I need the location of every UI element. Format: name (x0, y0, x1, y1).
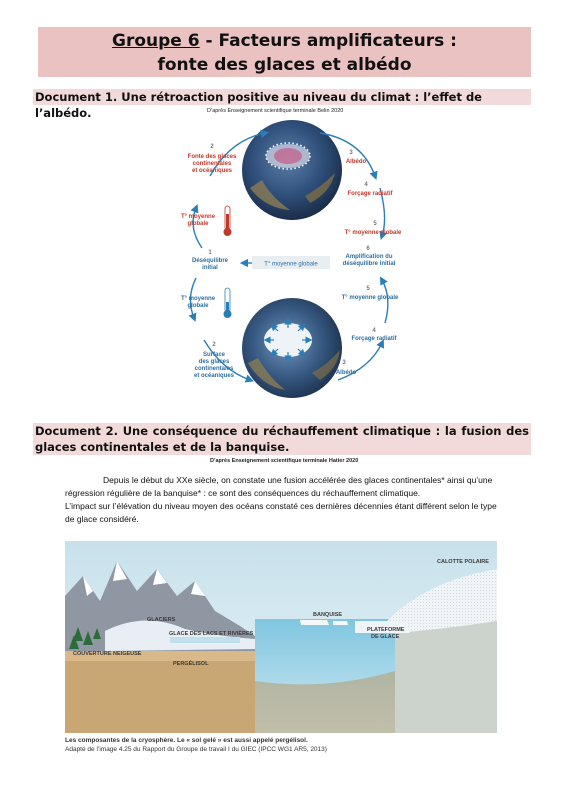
title-line2: fonte des glaces et albédo (157, 55, 412, 75)
label-pergelisol: PERGÉLISOL (173, 661, 209, 667)
surface-1: Surface (202, 352, 226, 358)
step-5-bot: 5 (366, 286, 370, 292)
figure-caption (65, 736, 327, 754)
desequilibre-2: initial (202, 265, 218, 271)
forcage-top: Forçage radiatif (347, 191, 393, 197)
forcage-bot: Forçage radiatif (351, 336, 397, 342)
temp-bot-left-1: T° moyenne (180, 296, 216, 302)
label-calotte: CALOTTE POLAIRE (437, 559, 489, 565)
fonte-label-3: et océaniques (191, 168, 233, 174)
step-6: 6 (366, 246, 370, 252)
label-plateforme-2: DE GLACE (371, 634, 400, 640)
doc2-source: D’après Enseignement scientifique terminale Hatier 2020 (210, 458, 359, 464)
paragraph-1: Depuis le début du XXe siècle, on constate une fusion accélérée des glaces continentales* ainsi qu’une régression régulière de la banquise* : ce sont des conséquences du réchauffement climatique. (65, 475, 493, 498)
page-title (38, 27, 531, 77)
temp-top-right: T° moyenne globale (344, 230, 402, 236)
fonte-label-2: continentales (192, 161, 232, 167)
label-couverture: COUVERTURE NEIGEUSE (73, 651, 142, 657)
temp-bot-right: T° moyenne globale (341, 295, 399, 301)
albedo-top: Albédo (345, 159, 367, 165)
cryosphere-figure (65, 541, 497, 733)
doc1-heading: Document 1. Une rétroaction positive au niveau du climat : l’effet de l’albédo. (33, 89, 531, 105)
step-4-bot: 4 (372, 328, 376, 334)
doc1-source: D’après Enseignement scientifique terminale Belin 2020 (207, 108, 344, 114)
step-5-top: 5 (373, 221, 377, 227)
doc2-paragraph (65, 474, 505, 526)
temp-bot-left-2: globale (187, 303, 209, 309)
thermometer-blue-icon (224, 288, 232, 318)
albedo-feedback-diagram (170, 118, 420, 400)
doc2-heading: Document 2. Une conséquence du réchauffement climatique : la fusion des glaces continentales et de la banquise. (35, 424, 529, 454)
label-plateforme-1: PLATEFORME (367, 627, 405, 633)
center-label: T° moyenne globale (264, 261, 318, 268)
caption-line1: Les composantes de la cryosphère. Le « sol gelé » est aussi appelé pergélisol. (65, 737, 308, 744)
title-group: Groupe 6 (112, 31, 200, 51)
step-3-bot: 3 (342, 360, 346, 366)
title-line1: - Facteurs amplificateurs : (199, 31, 457, 51)
desequilibre-1: Déséquilibre (191, 258, 229, 264)
amplification-2: déséquilibre initial (342, 261, 396, 267)
albedo-bot: Albédo (335, 370, 357, 376)
surface-3: continentales (194, 366, 234, 372)
paragraph-2: L’impact sur l’élévation du niveau moyen des océans constaté ces dernières décennies étant différent selon le type de glace considéré. (65, 501, 497, 524)
temp-top-left-1: T° moyenne (180, 214, 216, 220)
step-2-top: 2 (210, 144, 214, 150)
surface-4: et océaniques (193, 373, 235, 379)
step-1: 1 (208, 250, 212, 256)
globe-bottom (242, 298, 342, 398)
label-banquise: BANQUISE (313, 612, 343, 618)
temp-top-left-2: globale (187, 221, 209, 227)
amplification-1: Amplification du (345, 254, 393, 260)
thermometer-red-icon (224, 206, 232, 236)
caption-line2: Adapté de l’image 4.25 du Rapport du Groupe de travail I du GIEC (IPCC WG1 AR5, 2013) (65, 746, 327, 753)
surface-2: des glaces (198, 359, 230, 365)
step-3-top: 3 (349, 150, 353, 156)
step-2-bot: 2 (212, 342, 216, 348)
fonte-label-1: Fonte des glaces (187, 154, 237, 160)
label-lacs: GLACE DES LACS ET RIVIÈRES (169, 631, 254, 637)
label-glaciers: GLACIERS (147, 617, 176, 623)
step-4-top: 4 (364, 182, 368, 188)
